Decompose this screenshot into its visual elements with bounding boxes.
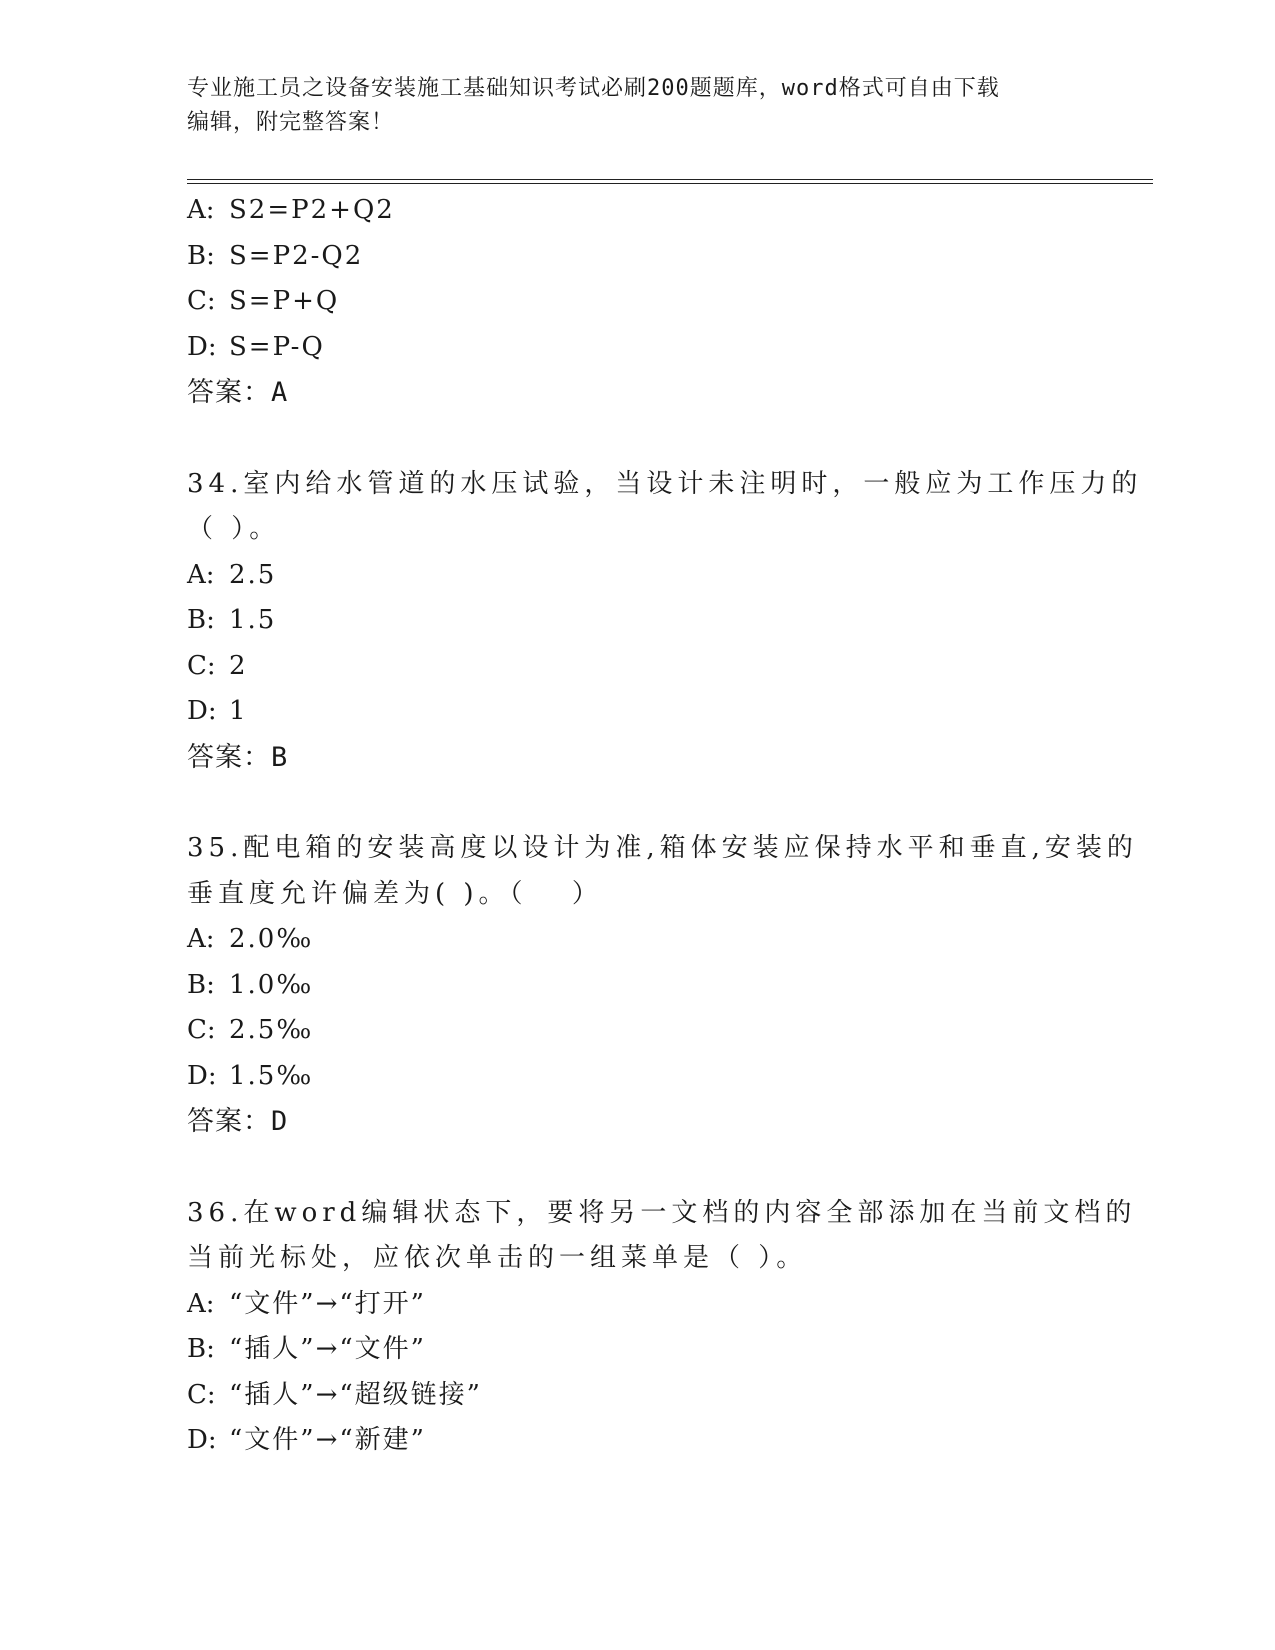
header-line-2: 编辑，附完整答案！ (187, 110, 395, 135)
question-content (187, 188, 1143, 1464)
question-text-line: 垂直度允许偏差为( )。（ ） (187, 878, 603, 909)
question-text-line: 35.配电箱的安装高度以设计为准,箱体安装应保持水平和垂直,安装的 (187, 833, 1138, 863)
option-a: A: S2=P2+Q2 (187, 195, 395, 225)
question-text-line: 当前光标处，应依次单击的一组菜单是（ ）。 (187, 1243, 808, 1273)
answer-line: 答案：D (187, 1106, 289, 1137)
option-b: B: 1.5 (187, 605, 277, 635)
option-a: A: 2.5 (187, 559, 277, 590)
option-c: C: 2.5‰ (187, 1015, 314, 1045)
question-block-35 (187, 826, 1138, 1145)
question-block-36 (187, 1191, 1137, 1464)
option-d: D: “文件”→“新建” (187, 1425, 426, 1455)
option-b: B: S=P2-Q2 (187, 240, 364, 271)
option-a: A: “文件”→“打开” (187, 1288, 426, 1319)
option-d: D: 1.5‰ (187, 1060, 314, 1091)
option-b: B: “插人”→“文件” (187, 1334, 426, 1364)
question-block-34 (187, 462, 1143, 781)
question-block-33 (187, 188, 1087, 416)
header-rule-top (187, 179, 1153, 180)
question-text-line: 36.在word编辑状态下，要将另一文档的内容全部添加在当前文档的 (187, 1197, 1137, 1228)
header-line-1: 专业施工员之设备安装施工基础知识考试必刷200题题库，word格式可自由下载 (187, 76, 1000, 101)
option-d: D: S=P-Q (187, 331, 325, 362)
answer-line: 答案：B (187, 741, 289, 773)
header-rule-bottom (187, 183, 1153, 184)
option-b: B: 1.0‰ (187, 969, 314, 1000)
option-c: C: 2 (187, 650, 248, 681)
page-header (187, 72, 1067, 140)
question-text-line: 34.室内给水管道的水压试验，当设计未注明时，一般应为工作压力的 (187, 468, 1143, 499)
question-text-line: （ ）。 (187, 514, 281, 544)
option-c: C: “插人”→“超级链接” (187, 1379, 482, 1410)
option-c: C: S=P+Q (187, 286, 340, 316)
answer-line: 答案：A (187, 377, 289, 408)
option-a: A: 2.0‰ (187, 924, 314, 954)
option-d: D: 1 (187, 696, 248, 726)
